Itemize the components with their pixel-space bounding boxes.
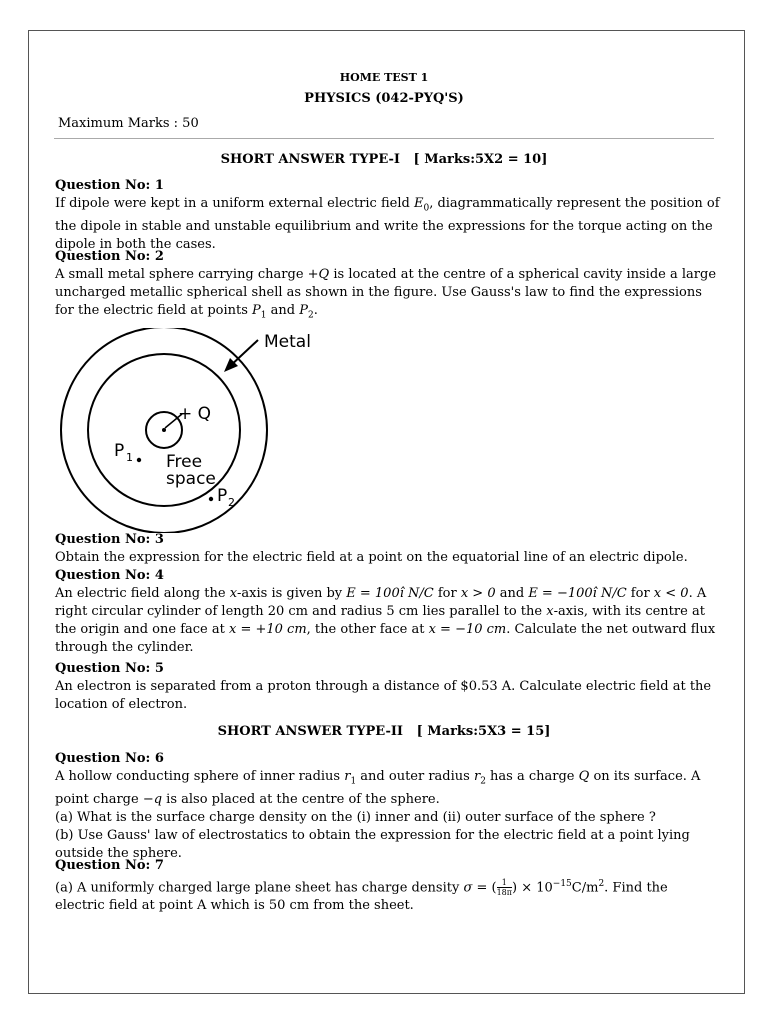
fraction: $\frac{1}{18\pi}$ xyxy=(496,878,512,898)
section-title-1 xyxy=(0,152,768,167)
label-space: space xyxy=(166,469,216,489)
question-text: If dipole were kept in a uniform external electric field $E_0$, diagrammatically represent the position of the dipole in stable and unstable equilibrium and write the expressions for the torque acting on the dipole in both the cases. xyxy=(55,196,720,252)
question-heading: Question No: 1 xyxy=(55,178,164,193)
question-2 xyxy=(55,248,720,325)
question-4 xyxy=(55,567,720,657)
label-free: Free xyxy=(166,452,203,472)
question-5 xyxy=(55,660,720,714)
label-p1: P xyxy=(114,441,125,461)
question-heading: Question No: 3 xyxy=(55,532,164,547)
header-divider xyxy=(54,138,714,139)
question-part-a: (a) What is the surface charge density on the (i) inner and (ii) outer surface of the sphere ? xyxy=(55,809,656,825)
section-2-name: SHORT ANSWER TYPE-II xyxy=(217,724,403,739)
question-heading: Question No: 4 xyxy=(55,568,164,583)
point-p1-dot xyxy=(137,458,141,462)
question-1 xyxy=(55,177,720,254)
label-p2-sub: 2 xyxy=(228,496,235,509)
question-text: Obtain the expression for the electric field at a point on the equatorial line of an electric dipole. xyxy=(55,550,688,565)
question-part-b: (b) Use Gauss' law of electrostatics to obtain the expression for the electric field at a point lying outside the sphere. xyxy=(55,827,690,861)
question-heading: Question No: 5 xyxy=(55,661,164,676)
question-text: An electron is separated from a proton through a distance of $0.53 A. Calculate electric field at the location of electron. xyxy=(55,679,712,712)
max-marks: Maximum Marks : 50 xyxy=(58,116,199,131)
point-p2-dot xyxy=(209,497,213,501)
label-p1-sub: 1 xyxy=(126,451,133,464)
section-1-name: SHORT ANSWER TYPE-I xyxy=(220,152,400,167)
question-heading: Question No: 7 xyxy=(55,858,164,873)
sphere-centre-dot xyxy=(162,428,166,432)
question-heading: Question No: 2 xyxy=(55,249,164,264)
question-3 xyxy=(55,531,720,567)
question-7 xyxy=(55,857,720,915)
question-heading: Question No: 6 xyxy=(55,751,164,766)
section-title-2 xyxy=(0,724,768,739)
label-charge: + Q xyxy=(178,404,212,424)
question-6 xyxy=(55,750,720,863)
question-text: An electric field along the x-axis is given by E = 100î N/C for x > 0 and E = −100î N/C for x < 0. A right circular cylinder of length 20 cm and radius 5 cm lies parallel to the x-axis, with its centre at the origin and one face at x = +10 cm, the other face at x = −10 cm. Calculate the net outward flux through the cylinder. xyxy=(55,586,716,655)
section-2-marks: [ Marks:5X3 = 15] xyxy=(416,724,551,739)
spherical-shell-figure xyxy=(58,328,318,533)
label-p2: P xyxy=(217,486,228,506)
test-title: HOME TEST 1 xyxy=(339,71,429,84)
question-text: A small metal sphere carrying charge +Q is located at the centre of a spherical cavity inside a large uncharged metallic spherical shell as shown in the figure. Use Gauss's law to find the expressions for the electric field at points $P_1$ and $P_2$. xyxy=(55,267,717,321)
section-1-marks: [ Marks:5X2 = 10] xyxy=(413,152,548,167)
subject-title: PHYSICS (042-PYQ'S) xyxy=(304,91,464,106)
question-text: (a) A uniformly charged large plane sheet has charge density σ = ( $\frac{1}{18\pi}$ ) × $10^{-15}C/m^2$. Find the electric field at point A which is 50 cm from the sheet. xyxy=(55,878,668,914)
label-metal: Metal xyxy=(264,332,311,352)
question-text: A hollow conducting sphere of inner radius $r_1$ and outer radius $r_2$ has a charge Q on its surface. A point charge −q is also placed at the centre of the sphere. xyxy=(55,769,701,807)
